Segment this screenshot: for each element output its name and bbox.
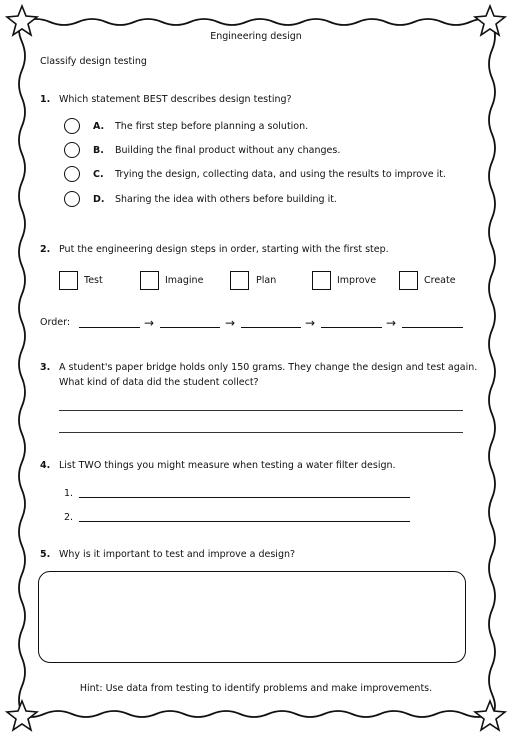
option-d-text: Sharing the idea with others before building it.	[115, 194, 337, 205]
option-b-letter: B.	[93, 145, 104, 156]
measure-answer-line-2[interactable]	[79, 521, 410, 522]
step-label-test: Test	[84, 275, 103, 286]
page-title: Engineering design	[210, 31, 302, 42]
step-checkbox-test[interactable]	[59, 271, 78, 290]
arrow-icon: →	[305, 316, 316, 330]
order-blank-5[interactable]	[402, 327, 463, 328]
question-2-text: Put the engineering design steps in order, starting with the first step.	[59, 244, 389, 255]
question-4-text: List TWO things you might measure when testing a water filter design.	[59, 460, 396, 471]
list-item-number-1: 1.	[64, 488, 74, 499]
list-item-number-2: 2.	[64, 512, 74, 523]
page-subtitle: Classify design testing	[40, 56, 147, 67]
step-checkbox-improve[interactable]	[312, 271, 331, 290]
order-blank-4[interactable]	[321, 327, 382, 328]
option-a-letter: A.	[93, 121, 105, 132]
step-label-create: Create	[424, 275, 456, 286]
step-checkbox-create[interactable]	[399, 271, 418, 290]
question-3-text-line2: What kind of data did the student collect?	[59, 377, 259, 388]
answer-bubble-a[interactable]	[64, 118, 80, 134]
question-1-number: 1.	[40, 94, 51, 105]
option-c-text: Trying the design, collecting data, and using the results to improve it.	[115, 169, 446, 180]
star-icon	[7, 701, 37, 730]
step-label-plan: Plan	[256, 275, 277, 286]
star-icon	[475, 701, 505, 730]
answer-box[interactable]	[38, 571, 466, 663]
answer-bubble-c[interactable]	[64, 166, 80, 182]
answer-bubble-d[interactable]	[64, 191, 80, 207]
option-c-letter: C.	[93, 169, 104, 180]
arrow-icon: →	[386, 316, 397, 330]
answer-bubble-b[interactable]	[64, 142, 80, 158]
arrow-icon: →	[225, 316, 236, 330]
order-blank-3[interactable]	[241, 327, 301, 328]
order-blank-1[interactable]	[79, 327, 140, 328]
question-3-text-line1: A student's paper bridge holds only 150 grams. They change the design and test again.	[59, 362, 478, 373]
question-1-text: Which statement BEST describes design testing?	[59, 94, 292, 105]
question-5-number: 5.	[40, 549, 51, 560]
option-a-text: The first step before planning a solution.	[115, 121, 309, 132]
question-3-number: 3.	[40, 362, 51, 373]
option-b-text: Building the final product without any changes.	[115, 145, 341, 156]
order-label: Order:	[40, 317, 71, 328]
question-2-number: 2.	[40, 244, 51, 255]
question-4-number: 4.	[40, 460, 51, 471]
hint-text: Hint: Use data from testing to identify problems and make improvements.	[79, 683, 433, 694]
step-label-imagine: Imagine	[165, 275, 204, 286]
measure-answer-line-1[interactable]	[79, 497, 410, 498]
answer-line[interactable]	[59, 410, 463, 411]
option-d-letter: D.	[93, 194, 105, 205]
question-5-text: Why is it important to test and improve a design?	[59, 549, 296, 560]
answer-line[interactable]	[59, 432, 463, 433]
arrow-icon: →	[144, 316, 155, 330]
step-label-improve: Improve	[337, 275, 377, 286]
step-checkbox-imagine[interactable]	[140, 271, 159, 290]
order-blank-2[interactable]	[160, 327, 220, 328]
step-checkbox-plan[interactable]	[230, 271, 249, 290]
